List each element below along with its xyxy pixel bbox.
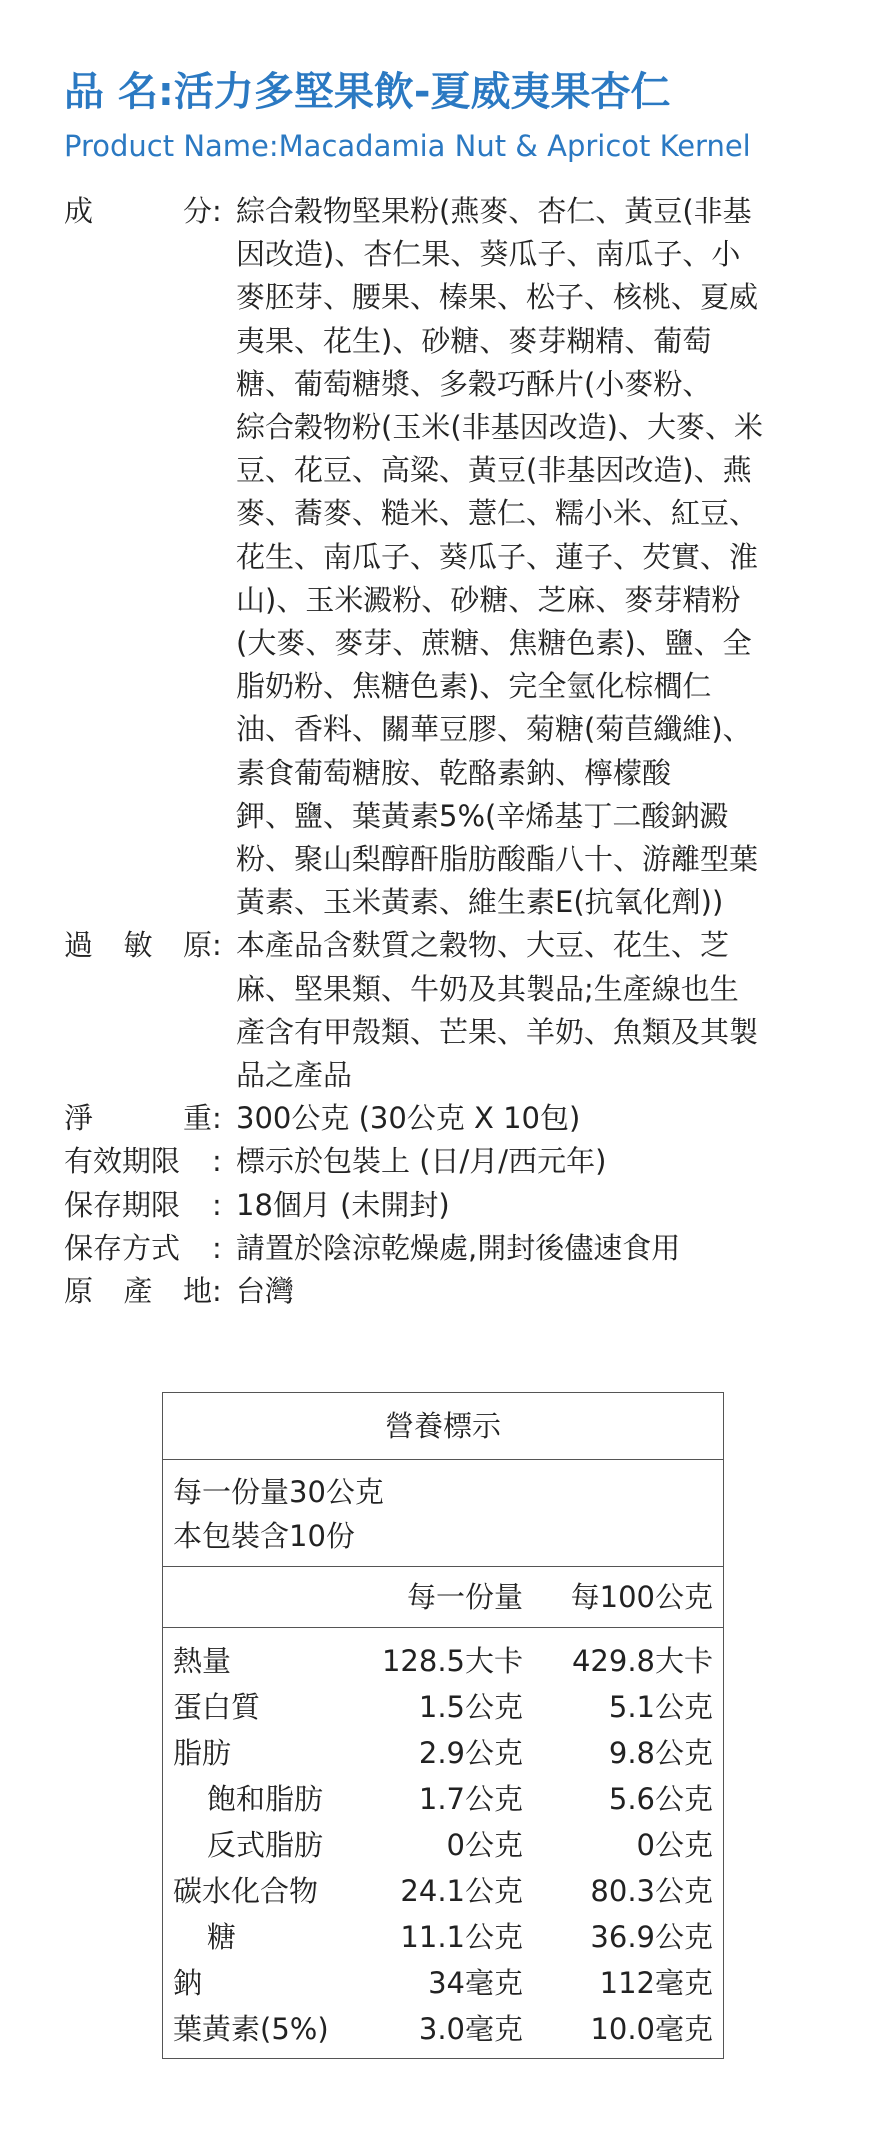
product-name-en: Product Name:Macadamia Nut & Apricot Kernel [64,129,751,163]
spec-label-part: 有效期限 [64,1144,181,1179]
spec-label [64,924,212,1097]
spec-row [64,1227,824,1270]
nutrient-per-serving: 0公克 [446,1828,523,1862]
spec-colon: : [212,194,222,228]
spec-row [64,1097,824,1140]
nutrition-row [173,1960,713,2006]
spec-label-part: 地 [182,1274,212,1309]
nutrient-per-100g: 0公克 [636,1828,713,1862]
spec-row [64,924,824,1097]
nutrition-row [173,1822,713,1868]
spec-colon: : [212,1101,222,1136]
spec-label-part: 保存期限 [64,1187,181,1222]
nutrient-per-100g: 80.3公克 [590,1874,713,1908]
spec-label-part: 原 [64,1274,94,1309]
nutrient-per-100g: 112毫克 [599,1966,713,2000]
nutrient-per-100g: 10.0毫克 [590,2012,713,2046]
nutrition-row [173,1776,713,1822]
nutrition-row [173,1730,713,1776]
nutrition-row [173,1868,713,1914]
nutrient-per-serving: 24.1公克 [400,1874,523,1908]
spec-label-part: 分 [182,194,212,228]
spec-colon: : [212,1187,222,1222]
nutrient-per-100g: 9.8公克 [608,1736,713,1770]
spec-value: 台灣 [236,1274,295,1309]
spec-colon: : [212,1274,222,1309]
nutrient-header-blank [173,1567,373,1627]
nutrient-name: 蛋白質 [173,1690,261,1724]
spec-value: 18個月 (未開封) [236,1187,450,1222]
spec-label-part: 重 [182,1101,212,1136]
spec-label-part: 產 [123,1274,153,1309]
spec-label [64,1140,212,1183]
spec-value: 300公克 (30公克 X 10包) [236,1101,581,1136]
nutrition-row [173,1684,713,1730]
nutrient-per-serving: 1.5公克 [418,1690,523,1724]
nutrition-row [173,1914,713,1960]
nutrient-name: 熱量 [173,1644,232,1678]
nutrient-per-serving: 2.9公克 [418,1736,523,1770]
spec-row [64,1140,824,1183]
serving-info [163,1460,723,1567]
spec-label-part: 保存方式 [64,1230,181,1265]
nutrient-per-serving: 34毫克 [428,1966,523,2000]
spec-label [64,190,212,924]
per-100g-header: 每100公克 [570,1580,713,1614]
nutrient-per-100g: 429.8大卡 [571,1644,713,1678]
nutrient-name: 反式脂肪 [207,1828,324,1862]
serving-size: 每一份量30公克 [173,1475,384,1509]
spec-row [64,1270,824,1313]
spec-value: 綜合穀物堅果粉(燕麥、杏仁、黃豆(非基 因改造)、杏仁果、葵瓜子、南瓜子、小 麥胚芽、腰果、榛果、松子、核桃、夏威 夷果、花生)、砂糖、麥芽糊精、葡萄 糖、葡萄糖漿、多穀巧酥片(小麥粉、 綜合穀物粉(玉米(非基因改造)、大麥、米 豆、花豆、高粱、黃豆(非基因改造)、燕 麥、蕎麥、糙米、薏仁、糯小米、紅豆、 花生、南瓜子、葵瓜子、蓮子、芡實、淮 山)、玉米澱粉、砂糖、芝麻、麥芽精粉 (大麥、麥芽、蔗糖、焦糖色素)、鹽、全 脂奶粉、焦糖色素)、完全氫化棕櫚仁 油、香料、關華豆膠、菊糖(菊苣纖維)、 素食葡萄糖胺、乾酪素鈉、檸檬酸 鉀、鹽、葉黃素5%(辛烯基丁二酸鈉澱 粉、聚山梨醇酐脂肪酸酯八十、游離型葉 黃素、玉米黃素、維生素E(抗氧化劑)) [236,194,763,920]
spec-label [64,1097,212,1140]
nutrition-rows [163,1628,723,2058]
nutrient-name: 葉黃素(5%) [173,2012,329,2046]
spec-label-part: 過 [64,928,94,963]
spec-colon: : [212,1144,222,1179]
nutrient-per-100g: 5.6公克 [608,1782,713,1816]
spec-value: 請置於陰涼乾燥處,開封後儘速食用 [236,1230,681,1265]
nutrient-per-100g: 5.1公克 [608,1690,713,1724]
spec-colon: : [212,1230,222,1265]
spec-row [64,1184,824,1227]
nutrition-title: 營養標示 [163,1393,723,1460]
spec-label [64,1227,212,1270]
nutrient-name: 碳水化合物 [173,1874,319,1908]
nutrient-name: 糖 [207,1920,237,1954]
per-serving-header: 每一份量 [406,1580,523,1614]
nutrient-name: 飽和脂肪 [207,1782,324,1816]
nutrition-facts-table [162,1392,724,2059]
nutrient-per-serving: 11.1公克 [400,1920,523,1954]
spec-value: 本產品含麩質之穀物、大豆、花生、芝 麻、堅果類、牛奶及其製品;生產線也生 產含有甲殼類、芒果、羊奶、魚類及其製 品之產品 [236,928,759,1093]
nutrient-per-serving: 128.5大卡 [381,1644,523,1678]
servings-per-package: 本包裝含10份 [173,1519,355,1553]
nutrient-per-100g: 36.9公克 [590,1920,713,1954]
spec-row [64,190,824,924]
product-specs [64,190,824,1313]
spec-label-part: 淨 [64,1101,94,1136]
spec-colon: : [212,928,222,963]
spec-label-part: 敏 [123,928,153,963]
nutrient-per-serving: 3.0毫克 [418,2012,523,2046]
nutrition-row [173,1638,713,1684]
nutrient-per-serving: 1.7公克 [418,1782,523,1816]
spec-value: 標示於包裝上 (日/月/西元年) [236,1144,607,1179]
nutrient-name: 鈉 [173,1966,203,2000]
nutrition-row [173,2006,713,2052]
spec-label-part: 原 [182,928,212,963]
nutrition-column-headers [163,1567,723,1628]
spec-label-part: 成 [64,194,94,228]
spec-label [64,1270,212,1313]
nutrient-name: 脂肪 [173,1736,232,1770]
product-name-zh: 品 名:活力多堅果飲-夏威夷果杏仁 [64,69,671,115]
spec-label [64,1184,212,1227]
